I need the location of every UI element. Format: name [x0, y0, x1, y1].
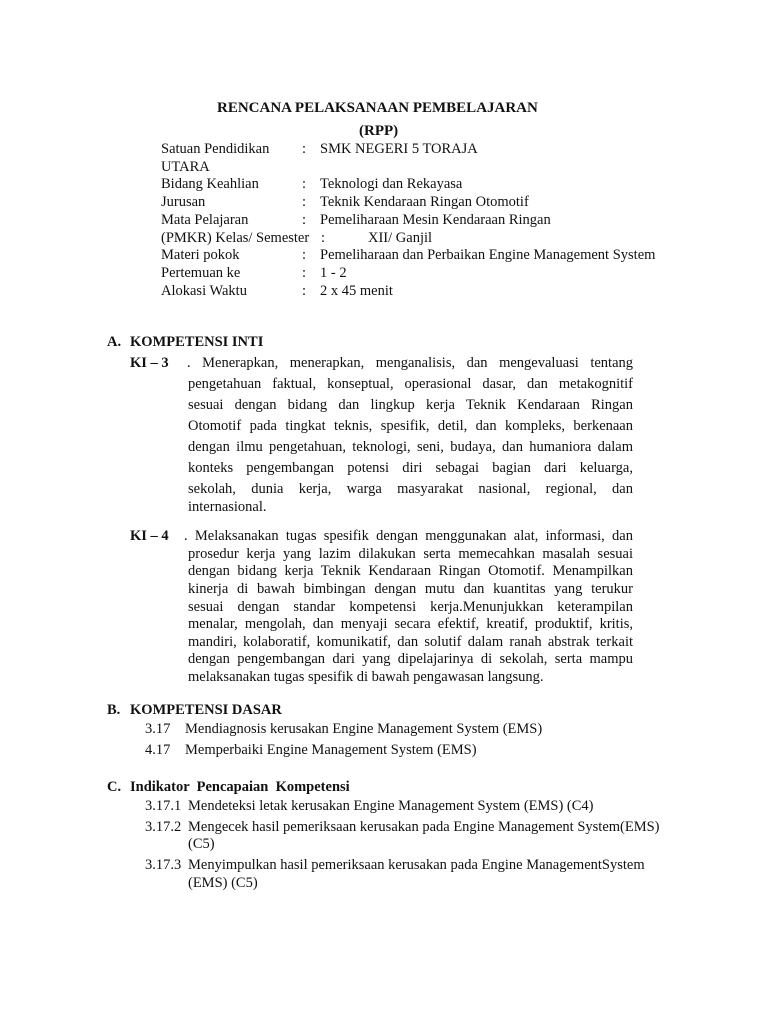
ki4-line-2: dengan bidang kerja Teknik Kendaraan Ringan Otomotif. Menampilkan: [188, 563, 633, 579]
ki3-line-0: . Menerapkan, menerapkan, menganalisis, dan mengevaluasi tentang: [187, 355, 633, 371]
indicator-number: 3.17.3: [145, 857, 182, 873]
ki3-line-3: Otomotif pada tingkat teknis, spesifik, detil, dan kompleks, berkenaan: [188, 418, 633, 434]
section-c-heading: Indikator Pencapaian Kompetensi: [130, 779, 350, 795]
ki4-line-3: kinerja di bawah bimbingan dengan mutu dan kuantitas yang terukur: [188, 581, 633, 597]
ki3-line-4: dengan ilmu pengetahuan, teknologi, seni, budaya, dan humaniora dalam: [188, 439, 633, 455]
kelas-colon: :: [321, 230, 326, 246]
ki4-line-7: dengan pengembangan dari yang dipelajarinya di sekolah, serta mampu: [188, 651, 633, 667]
document-subtitle: (RPP): [359, 123, 399, 139]
bidang-label: Bidang Keahlian: [161, 176, 259, 192]
ki4-label: KI – 4: [130, 528, 169, 544]
kd-number: 4.17: [145, 742, 171, 758]
section-a-heading: KOMPETENSI INTI: [130, 334, 264, 350]
jurusan-colon: :: [302, 194, 307, 210]
materi-value: Pemeliharaan dan Perbaikan Engine Management System: [320, 247, 656, 263]
alokasi-label: Alokasi Waktu: [161, 283, 247, 299]
ki3-line-1: pengetahuan faktual, konseptual, operasional dasar, dan metakognitif: [188, 376, 633, 392]
ki3-line-6: sekolah, dunia kerja, warga masyarakat nasional, regional, dan: [188, 481, 633, 497]
section-a-letter: A.: [107, 334, 122, 350]
jurusan-value: Teknik Kendaraan Ringan Otomotif: [320, 194, 529, 210]
indicator-text-cont: (EMS) (C5): [188, 875, 258, 891]
ki3-label: KI – 3: [130, 355, 169, 371]
materi-label: Materi pokok: [161, 247, 240, 263]
ki4-line-1: prosedur kerja yang lazim dilakukan serta memecahkan masalah sesuai: [188, 546, 633, 562]
kd-text: Memperbaiki Engine Management System (EMS): [185, 742, 477, 758]
mapel-colon: :: [302, 212, 307, 228]
kelas-value: XII/ Ganjil: [368, 230, 433, 246]
satuan-colon: :: [302, 141, 307, 157]
indicator-text: Mengecek hasil pemeriksaan kerusakan pada Engine Management System(EMS): [188, 819, 660, 835]
indicator-text-cont: (C5): [188, 836, 215, 852]
kd-number: 3.17: [145, 721, 171, 737]
alokasi-colon: :: [302, 283, 307, 299]
ki3-line-2: sesuai dengan bidang dan lingkup kerja Teknik Kendaraan Ringan: [188, 397, 633, 413]
mapel-label: Mata Pelajaran: [161, 212, 249, 228]
pertemuan-value: 1 - 2: [320, 265, 347, 281]
section-c-letter: C.: [107, 779, 122, 795]
ki3-line-5: konteks pengembangan potensi diri sebagai bagian dari keluarga,: [188, 460, 633, 476]
bidang-colon: :: [302, 176, 307, 192]
document-title: RENCANA PELAKSANAAN PEMBELAJARAN: [217, 100, 538, 116]
indicator-text: Mendeteksi letak kerusakan Engine Management System (EMS) (C4): [188, 798, 594, 814]
section-b-letter: B.: [107, 702, 121, 718]
satuan-value: SMK NEGERI 5 TORAJA: [320, 141, 478, 157]
materi-colon: :: [302, 247, 307, 263]
kd-text: Mendiagnosis kerusakan Engine Management System (EMS): [185, 721, 543, 737]
mapel-value: Pemeliharaan Mesin Kendaraan Ringan: [320, 212, 551, 228]
ki4-line-6: mandiri, kolaboratif, komunikatif, dan solutif dalam ranah abstrak terkait: [188, 634, 633, 650]
ki4-line-0: . Melaksanakan tugas spesifik dengan menggunakan alat, informasi, dan: [184, 528, 633, 544]
ki3-line-7: internasional.: [188, 499, 267, 515]
indicator-text: Menyimpulkan hasil pemeriksaan kerusakan pada Engine ManagementSystem: [188, 857, 645, 873]
section-b-heading: KOMPETENSI DASAR: [130, 702, 282, 718]
ki4-line-8: melaksanakan tugas spesifik di bawah pengawasan langsung.: [188, 669, 544, 685]
indicator-number: 3.17.2: [145, 819, 182, 835]
pertemuan-label: Pertemuan ke: [161, 265, 241, 281]
kelas-label: (PMKR) Kelas/ Semester: [161, 230, 310, 246]
ki4-line-4: sesuai dengan standar kompetensi kerja.Menunjukkan keterampilan: [188, 599, 633, 615]
indicator-number: 3.17.1: [145, 798, 182, 814]
jurusan-label: Jurusan: [161, 194, 206, 210]
alokasi-value: 2 x 45 menit: [320, 283, 393, 299]
satuan-label: Satuan Pendidikan: [161, 141, 270, 157]
ki4-line-5: menalar, mengolah, dan menyaji secara efektif, kreatif, produktif, kritis,: [188, 616, 633, 632]
bidang-value: Teknologi dan Rekayasa: [320, 176, 463, 192]
satuan-wrap: UTARA: [161, 159, 210, 175]
pertemuan-colon: :: [302, 265, 307, 281]
